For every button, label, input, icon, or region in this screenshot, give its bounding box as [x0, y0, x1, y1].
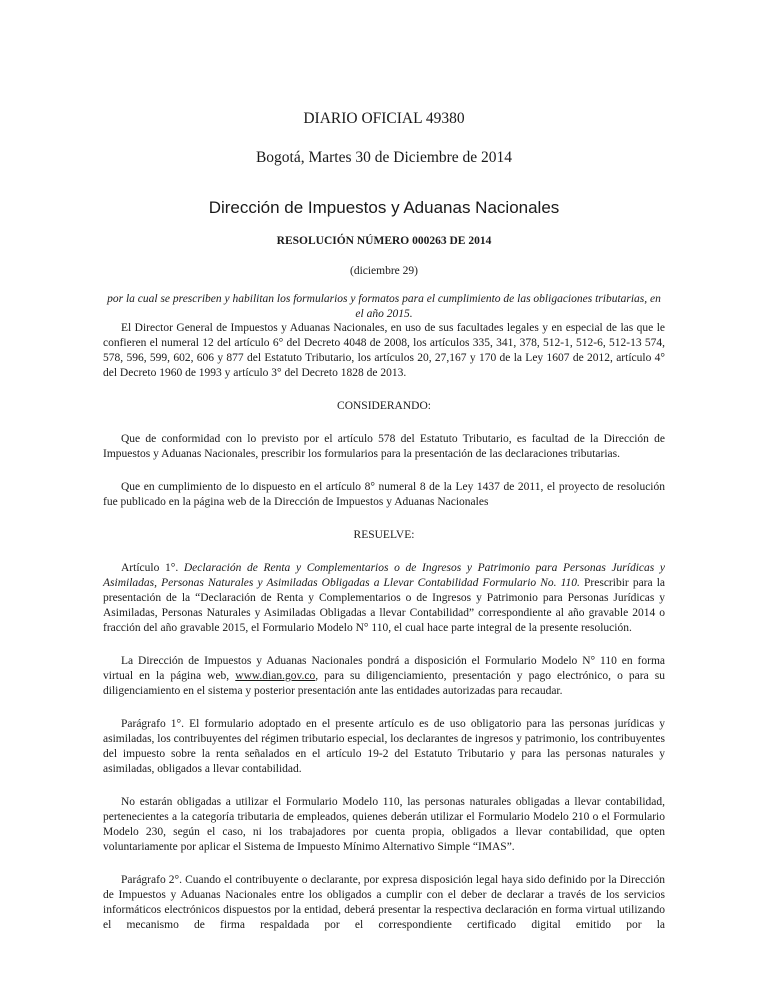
dateline: Bogotá, Martes 30 de Diciembre de 2014: [255, 149, 513, 166]
agency-title: Dirección de Impuestos y Aduanas Nacionales: [208, 198, 560, 217]
resolution-date: (diciembre 29): [349, 265, 418, 277]
preamble-paragraph: El Director General de Impuestos y Aduanas Nacionales, en uso de sus facultades legales y en especial de las que le confieren el numeral 12 del artículo 6° del Decreto 4048 de 2008, los artículos 335, 341, 378, 512-1, 512-6, 512-13 574, 578, 596, 599, 602, 606 y 877 del Estatuto Tributario, los artículos 20, 27,167 y 170 de la Ley 1607 de 2012, artículo 4° del Decreto 1960 de 1993 y artículo 3° del Decreto 1828 de 2013.: [103, 322, 665, 379]
paragrafo-2-paragraph: Parágrafo 2°. Cuando el contribuyente o declarante, por expresa disposición legal haya sido definido por la Dirección de Impuestos y Aduanas Nacionales entre los obligados a cumplir con el deber de declarar a través de los servicios informáticos electrónicos dispuestos por la entidad, deberá presentar la respectiva declaración en forma virtual utilizando el mecanismo de firma respaldada por el correspondiente certificado digital emitido por la: [103, 874, 665, 931]
paragrafo-1-paragraph: Parágrafo 1°. El formulario adoptado en el presente artículo es de uso obligatorio para las personas jurídicas y asimiladas, los contribuyentes del régimen tributario especial, los declarantes de ingresos y patrimonio, los contribuyentes del impuesto sobre la renta señalados en el artículo 19-2 del Estatuto Tributario y para las personas naturales y asimiladas, obligados a llevar contabilidad.: [103, 718, 665, 775]
resolution-description: por la cual se prescriben y habilitan los formularios y formatos para el cumplimiento de las obligaciones tributarias, en el año 2015.: [107, 293, 661, 320]
considerando-paragraph-2: Que en cumplimiento de lo dispuesto en el artículo 8° numeral 8 de la Ley 1437 de 2011, el proyecto de resolución fue publicado en la página web de la Dirección de Impuestos y Aduanas Nacionales: [103, 481, 665, 508]
publication-title: DIARIO OFICIAL 49380: [303, 110, 465, 127]
articulo-1-paragraph: [103, 561, 665, 636]
exclusion-paragraph: No estarán obligadas a utilizar el Formulario Modelo 110, las personas naturales obligadas a llevar contabilidad, pertenecientes a la categoría tributaria de empleados, quienes deberán utilizar el Formulario Modelo 210 o el Formulario Modelo 230, según el caso, ni los trabajadores por cuenta propia, obligados a llevar contabilidad, que opten voluntariamente por aplicar el Sistema de Impuesto Mínimo Alternativo Simple “IMAS”.: [103, 796, 665, 853]
disposicion-paragraph: [103, 654, 665, 699]
resolution-number: RESOLUCIÓN NÚMERO 000263 DE 2014: [276, 235, 492, 247]
document-body: [103, 321, 665, 951]
considerando-paragraph-1: Que de conformidad con lo previsto por el artículo 578 del Estatuto Tributario, es facultad de la Dirección de Impuestos y Aduanas Nacionales, prescribir los formularios para la presentación de las declaraciones tributarias.: [103, 433, 665, 460]
articulo-1-label: Artículo 1°.: [121, 562, 179, 574]
articulo-1-text: Prescribir para la presentación de la “Declaración de Renta y Complementarios o de Ingresos y Patrimonio para Personas Jurídicas y Asimiladas, Personas Naturales y Asimiladas Obligadas a llevar Contabilidad” correspondiente al año gravable 2014 o fracción del año gravable 2015, el Formulario Modelo N° 110, el cual hace parte integral de la presente resolución.: [103, 577, 666, 634]
disposicion-text-end: , para su diligenciamiento, presentación y pago electrónico, o para su diligenciamiento en el sistema y posterior presentación ante las entidades autorizadas para recaudar.: [103, 670, 665, 697]
resuelve-heading: RESUELVE:: [353, 529, 415, 541]
dian-website-link[interactable]: www.dian.gov.co: [235, 670, 316, 682]
considerando-heading: CONSIDERANDO:: [337, 400, 431, 412]
disposicion-text-start: La Dirección de Impuestos y Aduanas Nacionales pondrá a disposición el Formulario Modelo N° 110 en forma virtual en la página web,: [103, 655, 665, 682]
articulo-1-title: Declaración de Renta y Complementarios o de Ingresos y Patrimonio para Personas Jurídicas y Asimiladas, Personas Naturales y Asimiladas Obligadas a Llevar Contabilidad Formulario No. 110.: [103, 562, 665, 589]
